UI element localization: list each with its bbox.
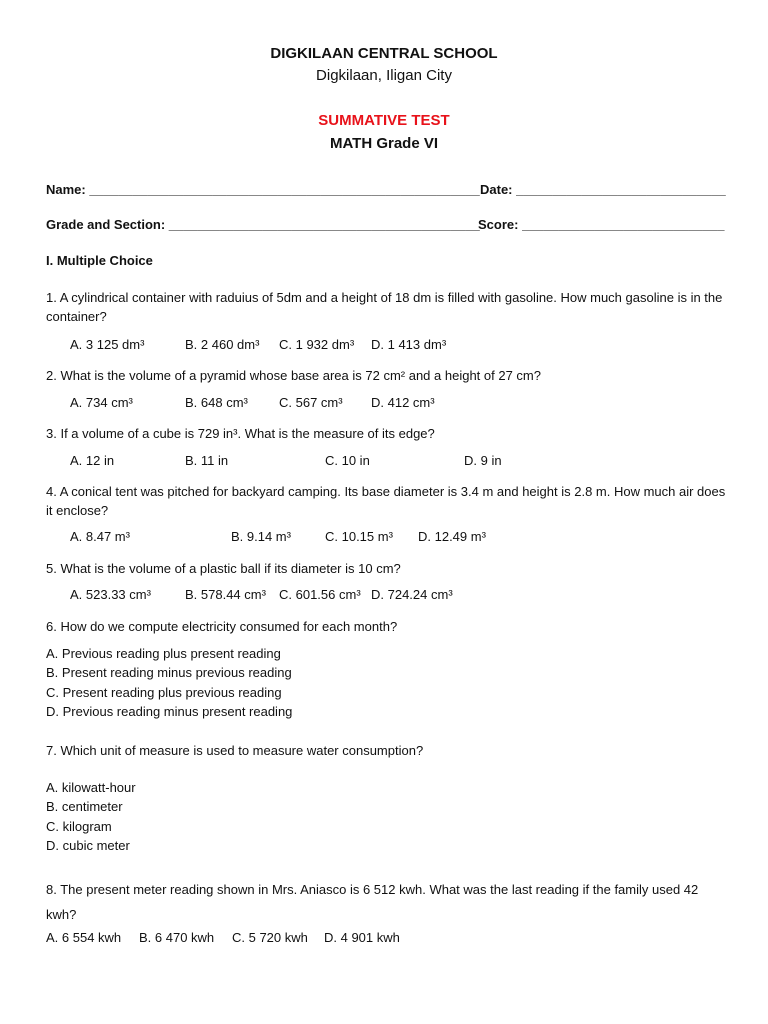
q2-choice-b: B. 648 cm³	[185, 395, 248, 410]
subject-title: MATH Grade VI	[329, 135, 439, 152]
score-field: Score: ____________________________	[478, 217, 725, 232]
q3-choice-d: D. 9 in	[464, 453, 502, 468]
question-1: 1. A cylindrical container with raduius of 5dm and a height of 18 dm is filled with gasoline. How much gasoline is in the container?	[46, 290, 723, 324]
q1-choice-d: D. 1 413 dm³	[371, 337, 447, 352]
school-name: DIGKILAAN CENTRAL SCHOOL	[270, 45, 498, 62]
question-2: 2. What is the volume of a pyramid whose base area is 72 cm² and a height of 27 cm?	[46, 368, 541, 383]
name-field: Name: ______________________________________________________	[46, 182, 480, 197]
question-8: 8. The present meter reading shown in Mrs. Aniasco is 6 512 kwh. What was the last reading if the family used 42 kwh?	[46, 882, 699, 922]
q8-choice-a: A. 6 554 kwh	[46, 930, 122, 945]
section-title: I. Multiple Choice	[46, 253, 153, 268]
q3-choice-a: A. 12 in	[70, 453, 115, 468]
q7-choice-c: C. kilogram	[46, 819, 112, 834]
q4-choice-d: D. 12.49 m³	[418, 529, 486, 544]
q8-choice-d: D. 4 901 kwh	[324, 930, 400, 945]
grade-section-field: Grade and Section: ___________________________________________	[46, 217, 480, 232]
question-5: 5. What is the volume of a plastic ball if its diameter is 10 cm?	[46, 561, 401, 576]
q5-choice-c: C. 601.56 cm³	[279, 587, 361, 602]
q2-choice-c: C. 567 cm³	[279, 395, 343, 410]
question-3: 3. If a volume of a cube is 729 in³. What is the measure of its edge?	[46, 426, 435, 441]
q2-choice-d: D. 412 cm³	[371, 395, 435, 410]
q7-choice-a: A. kilowatt-hour	[46, 780, 136, 795]
q2-choice-a: A. 734 cm³	[70, 395, 133, 410]
q6-choice-d: D. Previous reading minus present reading	[46, 704, 293, 719]
q5-choice-b: B. 578.44 cm³	[185, 587, 266, 602]
question-4: 4. A conical tent was pitched for backyard camping. Its base diameter is 3.4 m and height is 2.8 m. How much air does it enclose?	[46, 484, 726, 518]
date-field: Date: _____________________________	[480, 182, 726, 197]
q4-choice-b: B. 9.14 m³	[231, 529, 291, 544]
q1-choice-b: B. 2 460 dm³	[185, 337, 260, 352]
q3-choice-c: C. 10 in	[325, 453, 370, 468]
test-title: SUMMATIVE TEST	[318, 112, 450, 129]
q1-choice-a: A. 3 125 dm³	[70, 337, 145, 352]
q4-choice-c: C. 10.15 m³	[325, 529, 393, 544]
question-7: 7. Which unit of measure is used to measure water consumption?	[46, 743, 424, 758]
q7-choice-d: D. cubic meter	[46, 838, 130, 853]
school-location: Digkilaan, Iligan City	[316, 67, 452, 84]
q8-choice-c: C. 5 720 kwh	[232, 930, 308, 945]
q6-choice-c: C. Present reading plus previous reading	[46, 685, 282, 700]
q8-choice-b: B. 6 470 kwh	[139, 930, 215, 945]
question-6: 6. How do we compute electricity consumed for each month?	[46, 619, 398, 634]
q4-choice-a: A. 8.47 m³	[70, 529, 130, 544]
q5-choice-d: D. 724.24 cm³	[371, 587, 453, 602]
q3-choice-b: B. 11 in	[185, 453, 229, 468]
q7-choice-b: B. centimeter	[46, 799, 123, 814]
q6-choice-b: B. Present reading minus previous reading	[46, 665, 292, 680]
q6-choice-a: A. Previous reading plus present reading	[46, 646, 281, 661]
q1-choice-c: C. 1 932 dm³	[279, 337, 355, 352]
q5-choice-a: A. 523.33 cm³	[70, 587, 151, 602]
